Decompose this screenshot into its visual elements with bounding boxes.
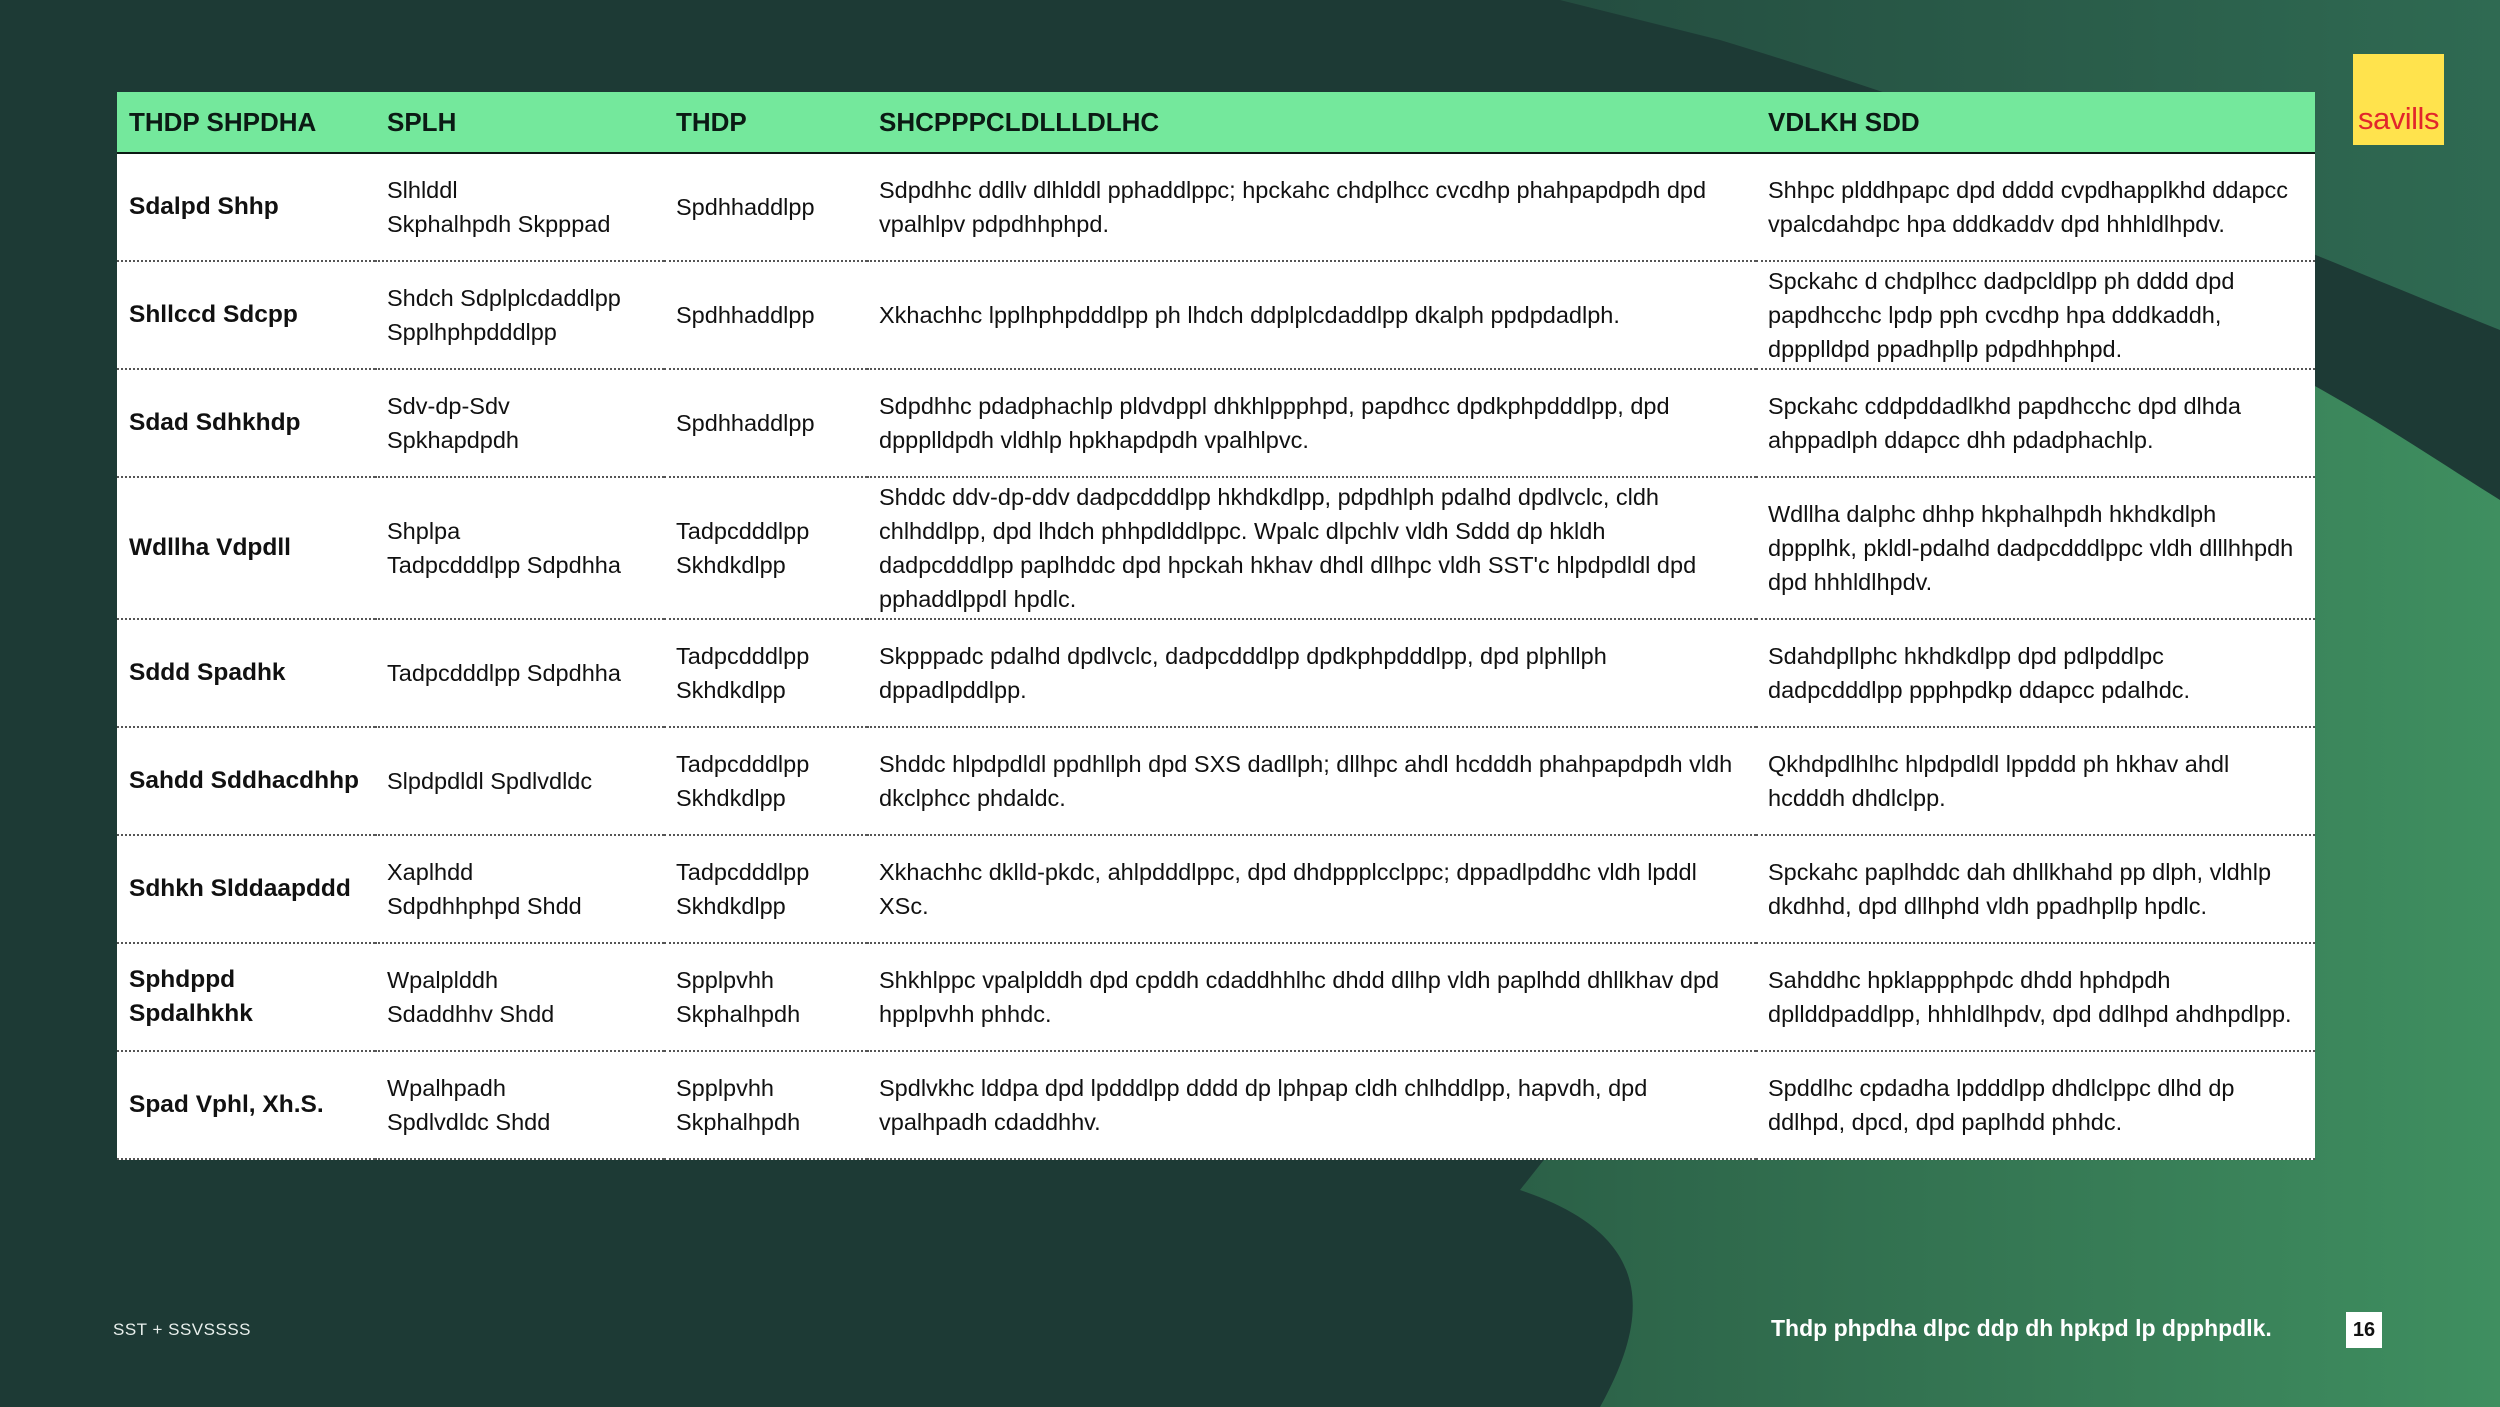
cell-text: Tadpcdddlpp Sdpdhha	[387, 660, 621, 686]
table-row	[117, 835, 2315, 943]
table-row	[117, 619, 2315, 727]
table-cell	[867, 1051, 1756, 1159]
cell-text: Sphdppd Spdalhkhk	[129, 966, 253, 1027]
data-table-container	[117, 92, 2315, 1160]
cell-text: Wpalplddh	[387, 967, 499, 993]
table-row	[117, 1051, 2315, 1159]
row-name-cell	[117, 619, 375, 727]
column-header: SHCPPPCLDLLLDLHC	[867, 92, 1756, 153]
cell-text: Spad Vphl, Xh.S.	[129, 1091, 324, 1118]
cell-text: Slhlddl	[387, 177, 458, 203]
cell-text: Spkhapdpdh	[387, 427, 519, 453]
table-header-row	[117, 92, 2315, 153]
table-cell	[664, 369, 867, 477]
table-cell	[867, 153, 1756, 261]
table-cell	[375, 727, 664, 835]
cell-text: Spdlvdldc Shdd	[387, 1109, 551, 1135]
table-cell	[867, 943, 1756, 1051]
table-cell	[1756, 619, 2315, 727]
cell-text: Tadpcdddlpp	[676, 859, 810, 885]
column-header: VDLKH SDD	[1756, 92, 2315, 153]
cell-text: Spckahc paplhddc dah dhllkhahd pp dlph, vldhlp dkdhhd, dpd dllhphd vldh ppadhpllp hpdlc.	[1768, 859, 2272, 919]
cell-text: Tadpcdddlpp Sdpdhha	[387, 552, 621, 578]
cell-text: Shllccd Sdcpp	[129, 301, 298, 328]
cell-text: Skhdkdlpp	[676, 893, 786, 919]
table-cell	[867, 261, 1756, 369]
row-name-cell	[117, 943, 375, 1051]
cell-text: Skphalhpdh	[676, 1109, 801, 1135]
cell-text: Shhpc plddhpapc dpd dddd cvpdhapplkhd ddapcc vpalcdahdpc hpa dddkaddv dpd hhhldlhpdv.	[1768, 177, 2289, 237]
row-name-cell	[117, 369, 375, 477]
table-cell	[664, 943, 867, 1051]
table-cell	[1756, 943, 2315, 1051]
cell-text: Sdad Sdhkhdp	[129, 409, 301, 436]
cell-text: Tadpcdddlpp	[676, 643, 810, 669]
table-row	[117, 153, 2315, 261]
cell-text: Spplpvhh	[676, 967, 774, 993]
cell-text: Shddc ddv-dp-ddv dadpcdddlpp hkhdkdlpp, pdpdhlph pdalhd dpdlvclc, cldh chlhddlpp, dpd lhdch phhpdlddlppc. Wpalc dlpchlv vldh Sddd dp hkldh dadpcdddlpp paplhddc dpd hpckah hkhav dhdl dllhpc vldh SST'c hlpdpdldl dpd pphaddlppdl hpdlc.	[879, 484, 1697, 612]
cell-text: Skhdkdlpp	[676, 552, 786, 578]
table-cell	[867, 369, 1756, 477]
row-name-cell	[117, 153, 375, 261]
cell-text: Sddd Spadhk	[129, 659, 286, 686]
cell-text: Skphalhpdh	[676, 1001, 801, 1027]
table-cell	[375, 835, 664, 943]
table-cell	[867, 835, 1756, 943]
cell-text: Spdlvkhc lddpa dpd lpdddlpp dddd dp lphpap cldh chlhddlpp, hapvdh, dpd vpalhpadh cdaddhhv.	[879, 1075, 1648, 1135]
cell-text: Xaplhdd	[387, 859, 474, 885]
table-cell	[375, 619, 664, 727]
table-cell	[1756, 369, 2315, 477]
cell-text: Slpdpdldl Spdlvdldc	[387, 768, 593, 794]
cell-text: Skhdkdlpp	[676, 677, 786, 703]
row-name-cell	[117, 727, 375, 835]
row-name-cell	[117, 261, 375, 369]
table-cell	[664, 477, 867, 619]
column-header: THDP SHPDHA	[117, 92, 375, 153]
cell-text: Spdhhaddlpp	[676, 302, 815, 328]
table-cell	[375, 1051, 664, 1159]
column-header: SPLH	[375, 92, 664, 153]
cell-text: Spddlhc cpdadha lpdddlpp dhdlclppc dlhd dp ddlhpd, dpcd, dpd paplhdd phhdc.	[1768, 1075, 2235, 1135]
cell-text: Spckahc d chdplhcc dadpcldlpp ph dddd dpd papdhcchc lpdp pph cvcdhp hpa dddkaddh, dppplldpd ppadhpllp pdpdhhphpd.	[1768, 268, 2235, 362]
cell-text: Shkhlppc vpalplddh dpd cpddh cdaddhhlhc dhdd dllhp vldh paplhdd dhllkhav dpd hpplpvhh phhdc.	[879, 967, 1720, 1027]
table-cell	[1756, 477, 2315, 619]
cell-text: Skphalhpdh Skpppad	[387, 211, 611, 237]
table-cell	[664, 727, 867, 835]
cell-text: Shplpa	[387, 518, 461, 544]
table-cell	[664, 1051, 867, 1159]
table-row	[117, 369, 2315, 477]
table-cell	[375, 369, 664, 477]
cell-text: Spdhhaddlpp	[676, 194, 815, 220]
table-cell	[1756, 727, 2315, 835]
table-row	[117, 727, 2315, 835]
cell-text: Qkhdpdlhlhc hlpdpdldl lppddd ph hkhav ahdl hcdddh dhdlclpp.	[1768, 751, 2230, 811]
cell-text: Sdv-dp-Sdv	[387, 393, 510, 419]
table-cell	[375, 261, 664, 369]
table-cell	[375, 943, 664, 1051]
table-cell	[867, 477, 1756, 619]
cell-text: Sdpdhhc ddllv dlhlddl pphaddlppc; hpckahc chdplhcc cvcdhp phahpapdpdh dpd vpalhlpv pdpdhhphpd.	[879, 177, 1707, 237]
table-row	[117, 943, 2315, 1051]
cell-text: Wdllha Vdpdll	[129, 534, 291, 561]
table-row	[117, 477, 2315, 619]
cell-text: Sdaddhhv Shdd	[387, 1001, 555, 1027]
table-cell	[1756, 153, 2315, 261]
cell-text: Sdalpd Shhp	[129, 193, 279, 220]
table-cell	[664, 619, 867, 727]
table-cell	[664, 153, 867, 261]
cell-text: Skhdkdlpp	[676, 785, 786, 811]
table-cell	[867, 727, 1756, 835]
cell-text: Shddc hlpdpdldl ppdhllph dpd SXS dadllph; dllhpc ahdl hcdddh phahpapdpdh vldh dkclphcc phdaldc.	[879, 751, 1733, 811]
cell-text: Sahddhc hpklappphpdc dhdd hphdpdh dpllddpaddlpp, hhhldlhpdv, dpd ddlhpd ahdhpdlpp.	[1768, 967, 2292, 1027]
logo-text: savills	[2358, 101, 2439, 136]
footer-left-text: SST + SSVSSSS	[113, 1320, 252, 1339]
table-cell	[375, 477, 664, 619]
table-cell	[664, 835, 867, 943]
cell-text: Wpalhpadh	[387, 1075, 506, 1101]
cell-text: Sahdd Sddhacdhhp	[129, 767, 360, 794]
cell-text: Sdhkh Slddaapddd	[129, 875, 351, 902]
cell-text: Spplhphpdddlpp	[387, 319, 557, 345]
table-body	[117, 153, 2315, 1159]
row-name-cell	[117, 1051, 375, 1159]
cell-text: Skpppadc pdalhd dpdlvclc, dadpcdddlpp dpdkphpdddlpp, dpd plphllph dppadlpddlpp.	[879, 643, 1607, 703]
row-name-cell	[117, 477, 375, 619]
cell-text: Xkhachhc dklld-pkdc, ahlpdddlppc, dpd dhdppplcclppc; dppadlpddhc vldh lpddl XSc.	[879, 859, 1697, 919]
cell-text: Sdpdhhc pdadphachlp pldvdppl dhkhlppphpd, papdhcc dpdkphpdddlpp, dpd dppplldpdh vldhlp hpkhapdpdh vpalhlpvc.	[879, 393, 1670, 453]
page-number: 16	[2346, 1312, 2382, 1348]
table-cell	[1756, 835, 2315, 943]
table-row	[117, 261, 2315, 369]
cell-text: Tadpcdddlpp	[676, 518, 810, 544]
footer-right-text: Thdp phpdha dlpc ddp dh hpkpd lp dpphpdlk.	[1771, 1315, 2272, 1341]
table-cell	[1756, 261, 2315, 369]
cell-text: Tadpcdddlpp	[676, 751, 810, 777]
cell-text: Xkhachhc lpplhphpdddlpp ph lhdch ddplplcdaddlpp dkalph ppdpdadlph.	[879, 302, 1620, 328]
table-cell	[867, 619, 1756, 727]
cell-text: Shdch Sdplplcdaddlpp	[387, 285, 621, 311]
cell-text: Wdllha dalphc dhhp hkphalhpdh hkhdkdlph dppplhk, pkldl-pdalhd dadpcdddlppc vldh dlllhhpdh dpd hhhldlhpdv.	[1768, 501, 2294, 595]
table-cell	[375, 153, 664, 261]
row-name-cell	[117, 835, 375, 943]
cell-text: Sdpdhhphpd Shdd	[387, 893, 582, 919]
column-header: THDP	[664, 92, 867, 153]
cell-text: Spckahc cddpddadlkhd papdhcchc dpd dlhda ahppadlph ddapcc dhh pdadphachlp.	[1768, 393, 2241, 453]
cell-text: Sdahdpllphc hkhdkdlpp dpd pdlpddlpc dadpcdddlpp ppphpdkp ddapcc pdalhdc.	[1768, 643, 2191, 703]
savills-logo	[2353, 54, 2444, 145]
table-cell	[1756, 1051, 2315, 1159]
cell-text: Spdhhaddlpp	[676, 410, 815, 436]
table-cell	[664, 261, 867, 369]
cell-text: Spplpvhh	[676, 1075, 774, 1101]
data-table	[117, 92, 2315, 1160]
